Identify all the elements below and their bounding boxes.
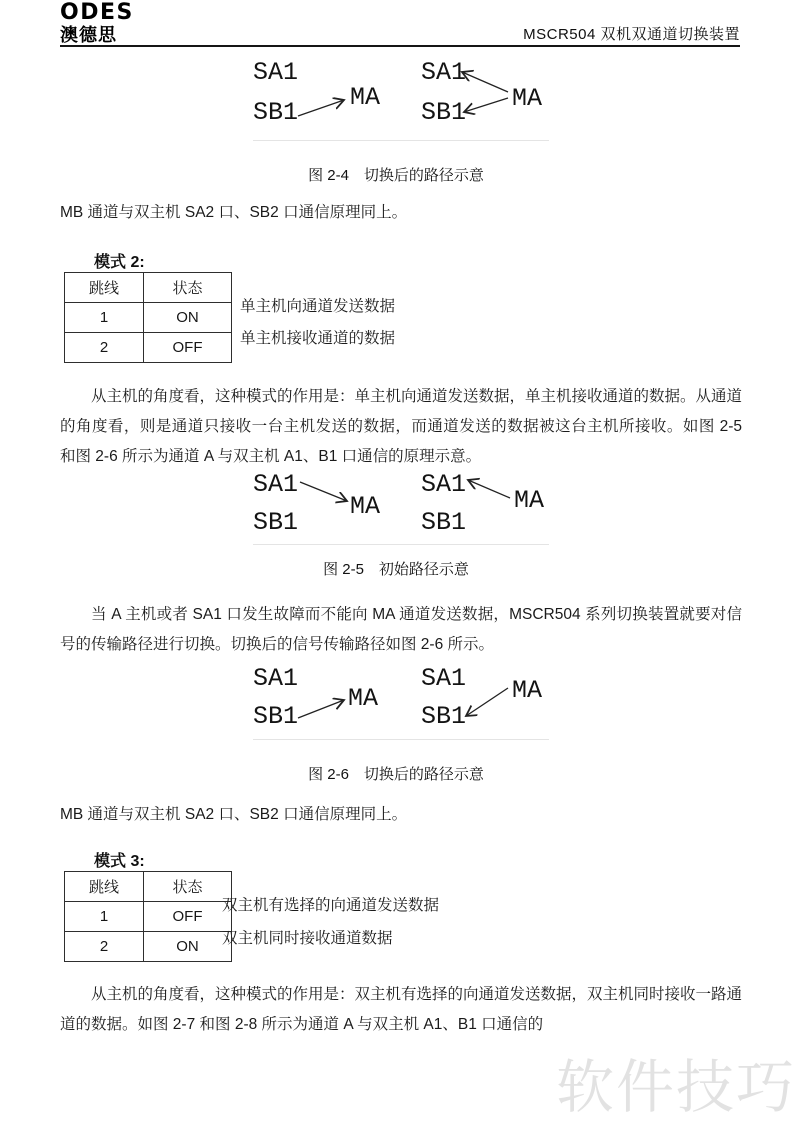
jumper-table-mode2 [64,272,232,363]
table-cell: 2 [65,932,144,962]
fig24-path-arrows-icon [0,56,800,148]
document-header-title: MSCR504 双机双通道切换装置 [523,26,740,43]
mode3-note-line1: 双主机有选择的向通道发送数据 [222,897,440,914]
fig24-right-label-sb1: SB1 [421,98,467,127]
table-row [65,273,232,303]
jumper-table-mode3 [64,871,232,962]
fig25-left-label-sb1: SB1 [253,508,299,537]
fig24-left-label-ma: MA [350,83,381,112]
fig25-image-edge [253,544,549,545]
fig26-left-label-ma: MA [348,684,379,713]
fig25-right-label-sa1: SA1 [421,470,467,499]
fig26-right-label-sb1: SB1 [421,702,467,731]
figure-2-4-diagram [0,56,800,148]
mode3-heading: 模式 3: [94,853,145,870]
header-divider [60,45,740,47]
paragraph-mb-note-1: MB 通道与双主机 SA2 口、SB2 口通信原理同上。 [60,204,408,221]
fig24-image-edge [253,140,549,141]
paragraph-mode2-description: 从主机的角度看，这种模式的作用是：单主机向通道发送数据，单主机接收通道的数据。从通道的角度看，则是通道只接收一台主机发送的数据，而通道发送的数据被这台主机所接收。如图 2-5 和图 2-6 所示为通道 A 与双主机 A1、B1 口通信的原理示意。 [60,388,743,465]
figure-2-6-diagram [0,662,800,746]
mode2-note-line2: 单主机接收通道的数据 [240,330,396,347]
mode3-note-line2: 双主机同时接收通道数据 [222,930,393,947]
fig24-right-label-ma: MA [512,84,543,113]
table-cell: OFF [144,902,232,932]
table-header-state: 状态 [144,872,232,902]
table-cell: 1 [65,902,144,932]
table-cell: ON [144,932,232,962]
table-row [65,303,232,333]
table-cell: OFF [144,333,232,363]
table-header-state: 状态 [144,273,232,303]
figure-2-5-diagram [0,468,800,552]
mode2-note-line1: 单主机向通道发送数据 [240,298,396,315]
figure-2-5-caption: 图 2-5 初始路径示意 [323,561,469,578]
company-logo-chinese: 澳德思 [60,25,117,45]
table-cell: ON [144,303,232,333]
table-header-jumper: 跳线 [65,872,144,902]
fig25-right-label-ma: MA [514,486,545,515]
fig25-path-arrows-icon [0,468,800,552]
figure-2-4-caption: 图 2-4 切换后的路径示意 [308,167,484,184]
fig24-left-label-sb1: SB1 [253,98,299,127]
fig26-image-edge [253,739,549,740]
fig26-right-label-ma: MA [512,676,543,705]
table-row [65,872,232,902]
table-row [65,333,232,363]
fig26-left-label-sb1: SB1 [253,702,299,731]
fig26-right-label-sa1: SA1 [421,664,467,693]
paragraph-mode3-description: 从主机的角度看，这种模式的作用是：双主机有选择的向通道发送数据，双主机同时接收一路通道的数据。如图 2-7 和图 2-8 所示为通道 A 与双主机 A1、B1 口通信的 [60,986,743,1033]
watermark-text: 软件技巧 [556,1055,797,1120]
table-row [65,902,232,932]
figure-2-6-caption: 图 2-6 切换后的路径示意 [308,766,484,783]
fig25-left-label-sa1: SA1 [253,470,299,499]
fig24-right-label-sa1: SA1 [421,58,467,87]
fig25-right-label-sb1: SB1 [421,508,467,537]
company-logo: ODES [60,0,134,25]
mode2-heading: 模式 2: [94,254,145,271]
paragraph-fault-switch: 当 A 主机或者 SA1 口发生故障而不能向 MA 通道发送数据，MSCR504 系列切换装置就要对信号的传输路径进行切换。切换后的信号传输路径如图 2-6 所示。 [60,606,742,653]
fig24-left-label-sa1: SA1 [253,58,299,87]
table-row [65,932,232,962]
table-cell: 1 [65,303,144,333]
table-cell: 2 [65,333,144,363]
fig26-path-arrows-icon [0,662,800,746]
fig26-left-label-sa1: SA1 [253,664,299,693]
fig25-left-label-ma: MA [350,492,381,521]
paragraph-mb-note-2: MB 通道与双主机 SA2 口、SB2 口通信原理同上。 [60,806,408,823]
table-header-jumper: 跳线 [65,273,144,303]
